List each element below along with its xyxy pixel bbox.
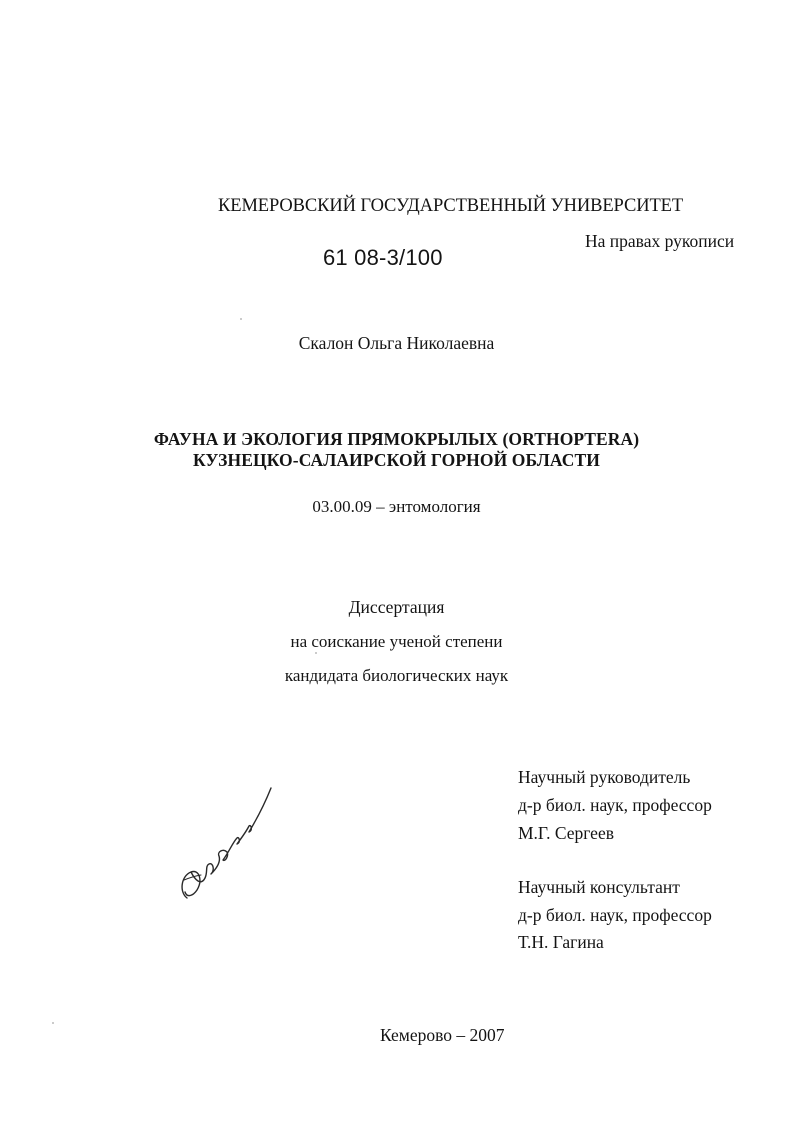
supervisor-degree: д-р биол. наук, профессор: [518, 795, 712, 815]
consultant-degree: д-р биол. наук, профессор: [518, 905, 712, 925]
consultant-name: Т.Н. Гагина: [518, 932, 604, 952]
dissertation-title-line-2: КУЗНЕЦКО-САЛАИРСКОЙ ГОРНОЙ ОБЛАСТИ: [193, 450, 600, 470]
degree-line-1: на соискание ученой степени: [290, 632, 503, 651]
supervisor-name: М.Г. Сергеев: [518, 823, 614, 843]
university-name: КЕМЕРОВСКИЙ ГОСУДАРСТВЕННЫЙ УНИВЕРСИТЕТ: [218, 196, 684, 216]
document-type: Диссертация: [348, 597, 445, 617]
scan-speck: [315, 652, 317, 654]
dissertation-title-line-1: ФАУНА И ЭКОЛОГИЯ ПРЯМОКРЫЛЫХ (ORTHOPTERA): [153, 429, 640, 449]
consultant-role: Научный консультант: [518, 877, 680, 897]
manuscript-rights-note: На правах рукописи: [585, 231, 735, 251]
degree-line-2: кандидата биологических наук: [284, 666, 509, 685]
handwritten-signature: [175, 780, 275, 910]
city-and-year: Кемерово – 2007: [380, 1025, 505, 1045]
scan-speck: [240, 318, 242, 320]
specialty-code: 03.00.09 – энтомология: [312, 497, 481, 516]
scan-speck: [52, 1022, 54, 1024]
author-name: Скалон Ольга Николаевна: [298, 333, 495, 353]
supervisor-role: Научный руководитель: [518, 767, 691, 787]
catalog-number: 61 08-3/100: [323, 245, 443, 270]
